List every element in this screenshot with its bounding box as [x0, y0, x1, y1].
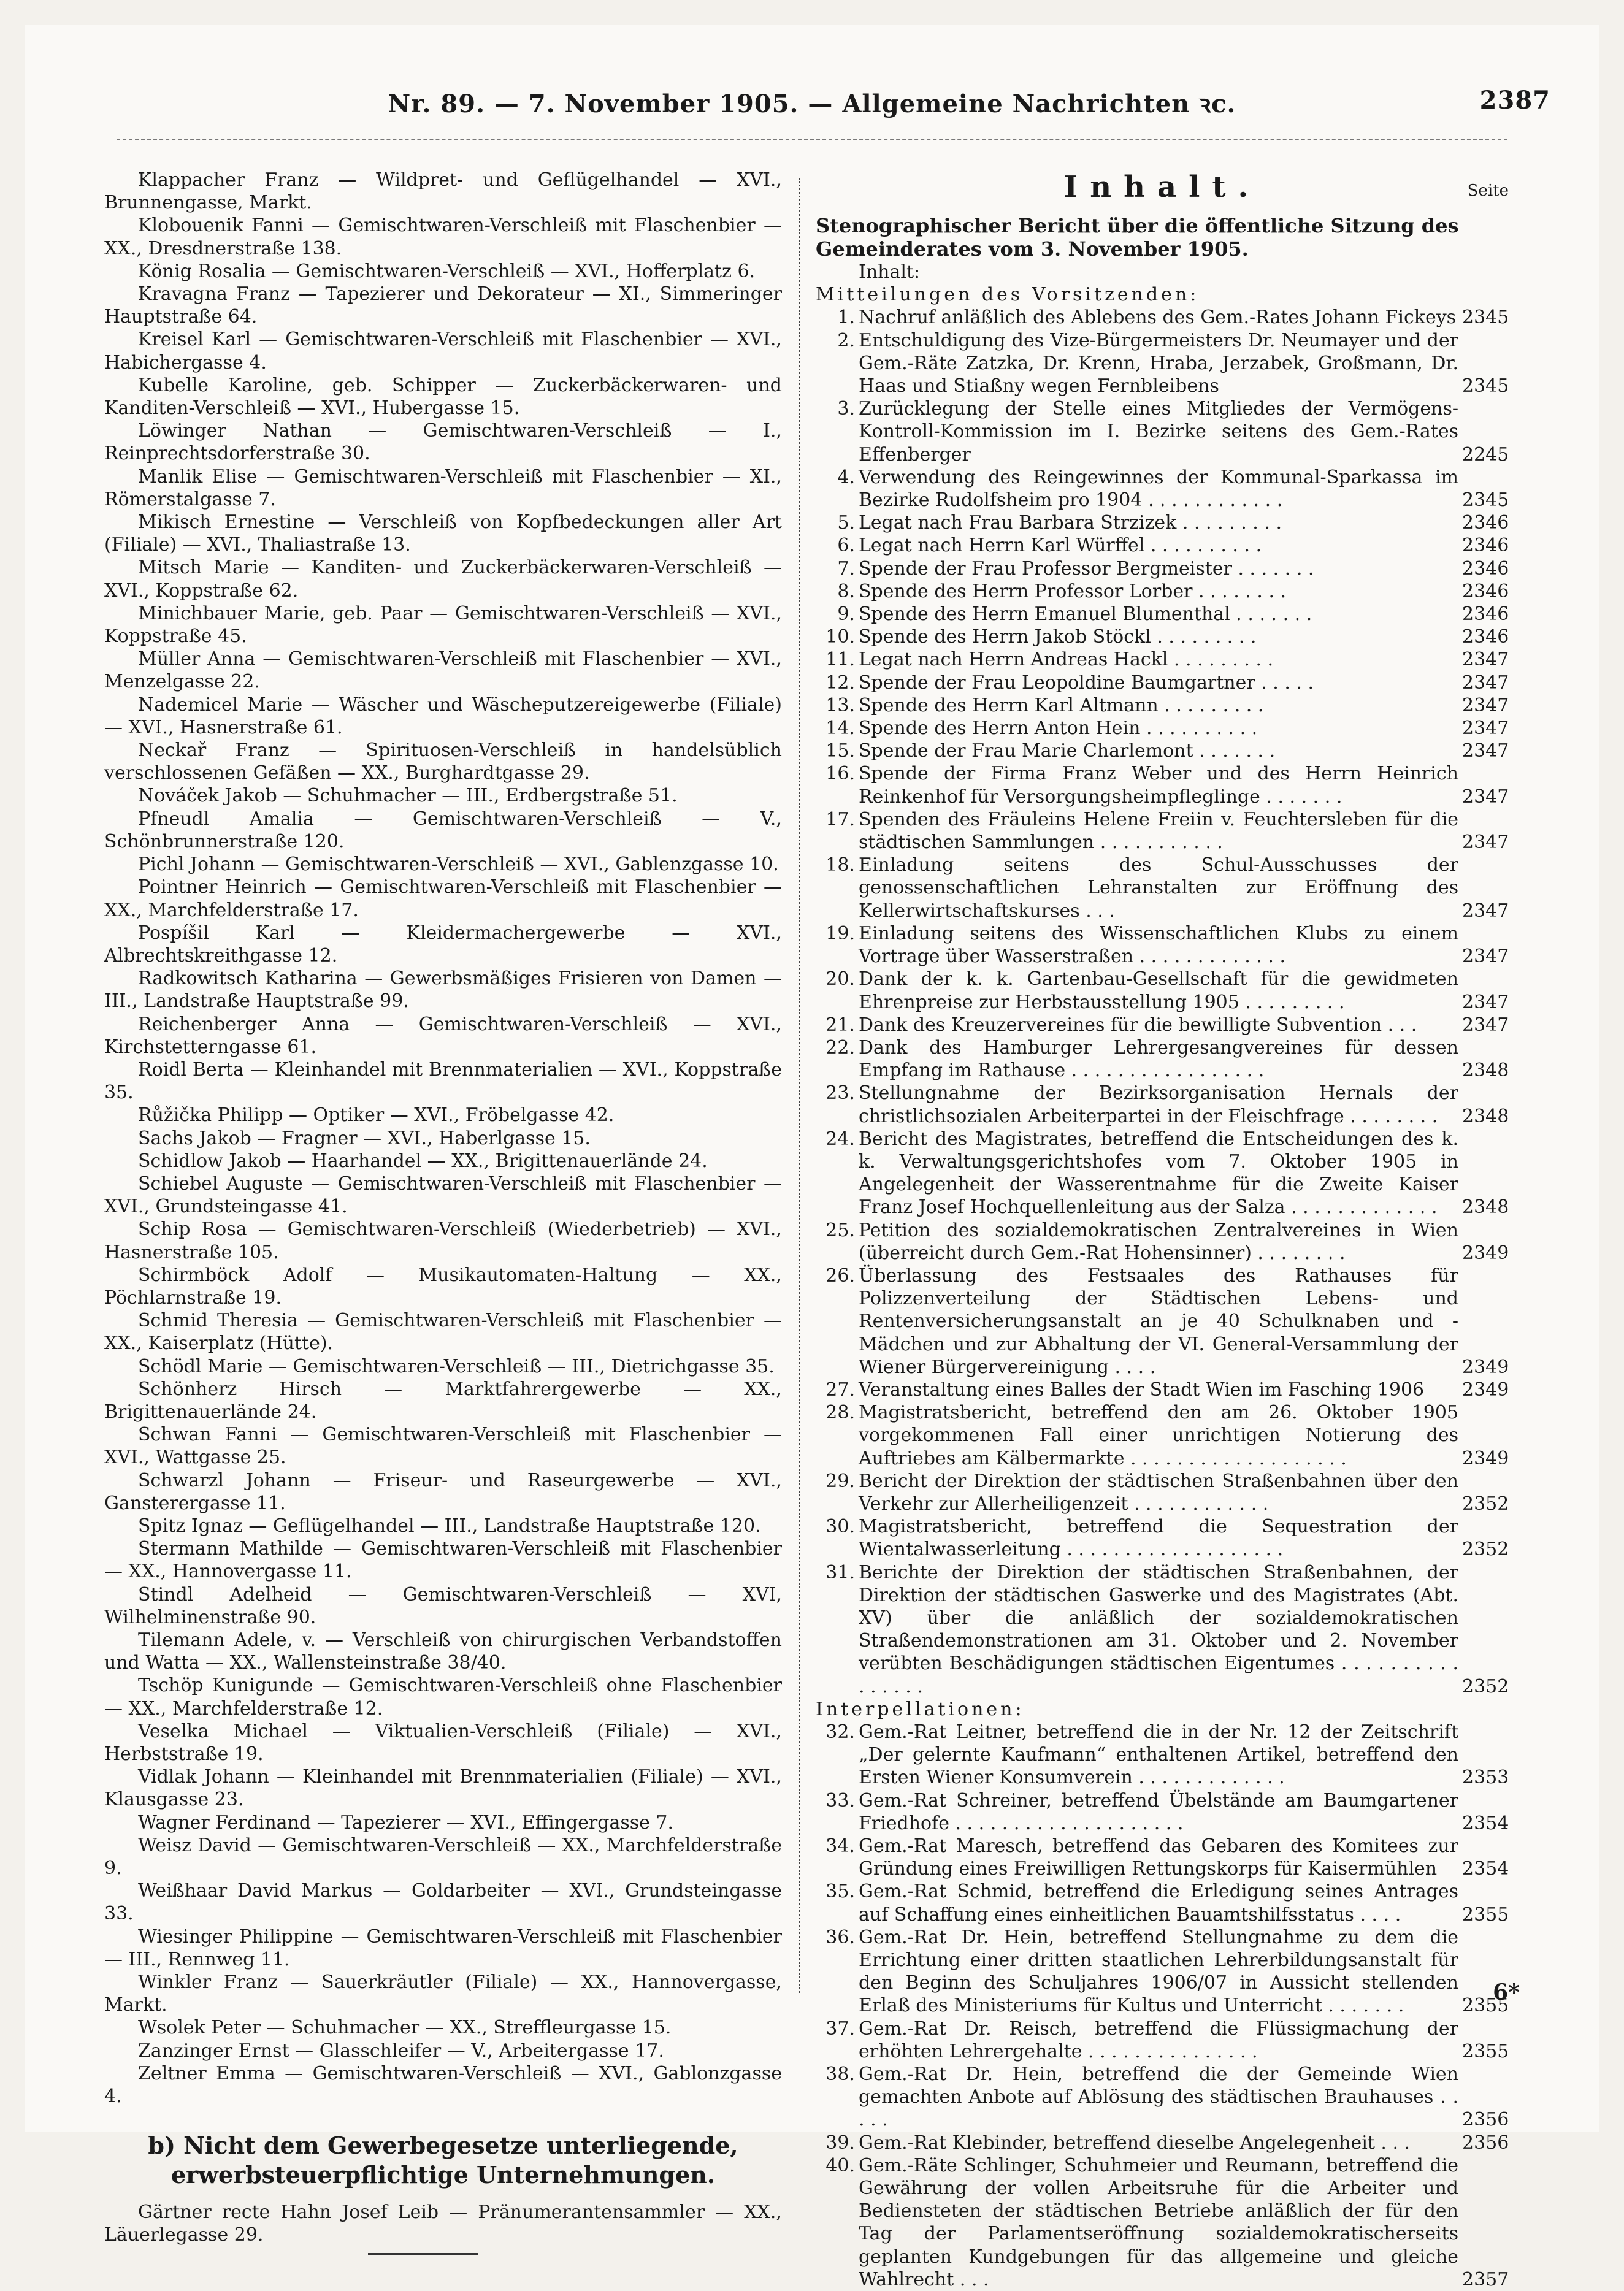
business-entry: Weisz David — Gemischtwaren-Verschleiß — XX., Marchfelderstraße 9.	[104, 1834, 782, 1880]
section-interpellations: Interpellationen:	[816, 1698, 1025, 1720]
page-header	[74, 86, 1550, 129]
business-entry: Pointner Heinrich — Gemischtwaren-Verschleiß mit Flaschenbier — XX., Marchfelderstraße 17.	[104, 876, 782, 921]
toc-item-text: Zurücklegung der Stelle eines Mitgliedes der Vermögens-Kontroll-Kommission im I. Bezirke seitens des Gem.-Rates Effenberger	[859, 398, 1458, 465]
toc-item-page: 2347	[1462, 991, 1509, 1013]
toc-item	[816, 717, 1509, 740]
toc-item	[816, 968, 1509, 1013]
business-entry: Löwinger Nathan — Gemischtwaren-Verschleiß — I., Reinprechtsdorferstraße 30.	[104, 420, 782, 465]
toc-item-page: 2346	[1462, 603, 1509, 625]
toc-item-number: 5.	[837, 512, 855, 534]
business-entry: Veselka Michael — Viktualien-Verschleiß (Filiale) — XVI., Herbststraße 19.	[104, 1720, 782, 1765]
page-column-label: Seite	[1467, 182, 1509, 200]
non-business-list	[104, 2201, 782, 2246]
toc-item-number: 9.	[837, 603, 855, 625]
toc-item-page: 2347	[1462, 671, 1509, 694]
toc-item-text: Gem.-Rat Leitner, betreffend die in der Nr. 12 der Zeitschrift „Der gelernte Kaufmann“ enthaltenen Artikel, betreffend den Ersten Wiener Konsumverein . . . . . . . . . . . . .	[859, 1721, 1458, 1789]
toc-item-page: 2349	[1462, 1447, 1509, 1469]
toc-item-page: 2352	[1462, 1675, 1509, 1697]
toc-item-page: 2347	[1462, 694, 1509, 716]
toc-item	[816, 922, 1509, 968]
business-entry: Mitsch Marie — Kanditen- und Zuckerbäckerwaren-Verschleiß — XVI., Koppstraße 62.	[104, 557, 782, 602]
business-entry: Schwarzl Johann — Friseur- und Raseurgewerbe — XVI., Gansterergasse 11.	[104, 1469, 782, 1514]
business-entry: Zanzinger Ernst — Glasschleifer — V., Arbeitergasse 17.	[138, 2040, 664, 2062]
business-entry: Kravagna Franz — Tapezierer und Dekorateur — XI., Simmeringer Hauptstraße 64.	[104, 283, 782, 328]
toc-item-text: Spende des Herrn Karl Altmann . . . . . . . . .	[859, 694, 1264, 716]
toc-item	[816, 1880, 1509, 1926]
toc-item-number: 34.	[825, 1835, 855, 1857]
toc-item-page: 2347	[1462, 832, 1509, 854]
toc-item	[816, 2018, 1509, 2063]
toc-item	[816, 1379, 1509, 1401]
toc-item-page: 2347	[1462, 900, 1509, 922]
toc-item-number: 14.	[825, 717, 855, 740]
toc-item-text: Gem.-Rat Schreiner, betreffend Übelstände am Baumgartener Friedhofe . . . . . . . . . . . . . . . . . . . .	[859, 1789, 1458, 1834]
business-entry: Sachs Jakob — Fragner — XVI., Haberlgasse 15.	[138, 1127, 591, 1149]
business-entry: Radkowitsch Katharina — Gewerbsmäßiges Frisieren von Damen — III., Landstraße Hauptstraße 99.	[104, 968, 782, 1012]
business-entry: Winkler Franz — Sauerkräutler (Filiale) — XX., Hannovergasse, Markt.	[104, 1972, 782, 2016]
toc-item-text: Verwendung des Reingewinnes der Kommunal-Sparkassa im Bezirke Rudolfsheim pro 1904 . . . . . . . . . . . .	[859, 466, 1458, 511]
business-entry: Minichbauer Marie, geb. Paar — Gemischtwaren-Verschleiß — XVI., Koppstraße 45.	[104, 602, 782, 648]
toc-item-number: 16.	[825, 763, 855, 785]
header-rule	[117, 139, 1507, 146]
toc-item-text: Bericht des Magistrates, betreffend die Entscheidungen des k. k. Verwaltungsgerichtshofes vom 7. Oktober 1905 in Angelegenheit der Wasserentnahme für die Zweite Kaiser Franz Josef Hochquellenleitung aus der Salza . . . . . . . . . . . . .	[859, 1128, 1458, 1218]
business-entry: Schmid Theresia — Gemischtwaren-Verschleiß mit Flaschenbier — XX., Kaiserplatz (Hütte).	[104, 1310, 782, 1355]
toc-item	[816, 648, 1509, 671]
toc-item-number: 25.	[825, 1219, 855, 1241]
toc-item-number: 38.	[825, 2063, 855, 2086]
toc-item	[816, 1561, 1509, 1698]
left-column	[104, 169, 782, 2255]
toc-item-number: 33.	[825, 1789, 855, 1811]
business-entry: Wagner Ferdinand — Tapezierer — XVI., Effingergasse 7.	[138, 1811, 674, 1834]
toc-item	[816, 2063, 1509, 2132]
toc-item	[816, 603, 1509, 625]
toc-item-page: 2347	[1462, 717, 1509, 740]
business-entry: Wsolek Peter — Schuhmacher — XX., Streffleurgasse 15.	[138, 2017, 672, 2039]
toc-item	[816, 511, 1509, 534]
toc-item	[816, 1128, 1509, 1219]
business-entry: Manlik Elise — Gemischtwaren-Verschleiß mit Flaschenbier — XI., Römerstalgasse 7.	[104, 465, 782, 510]
business-entry: Tschöp Kunigunde — Gemischtwaren-Verschleiß ohne Flaschenbier — XX., Marchfelderstraße 12.	[104, 1675, 782, 1719]
toc-item-page: 2355	[1462, 1995, 1509, 2017]
business-entry: Müller Anna — Gemischtwaren-Verschleiß mit Flaschenbier — XVI., Menzelgasse 22.	[104, 648, 782, 693]
contents-title-text: Inhalt.	[1063, 170, 1261, 204]
business-entry: Nademicel Marie — Wäscher und Wäscheputzereigewerbe (Filiale) — XVI., Hasnerstraße 61.	[104, 694, 782, 738]
toc-item	[816, 1789, 1509, 1835]
toc-item	[816, 694, 1509, 717]
toc-item	[816, 1515, 1509, 1561]
toc-item-text: Veranstaltung eines Balles der Stadt Wien im Fasching 1906	[859, 1379, 1425, 1401]
toc-item-text: Dank der k. k. Gartenbau-Gesellschaft für die gewidmeten Ehrenpreise zur Herbstausstellung 1905 . . . . . . . . .	[859, 968, 1458, 1013]
business-entry: Nováček Jakob — Schuhmacher — III., Erdbergstraße 51.	[138, 785, 678, 807]
toc-item-number: 24.	[825, 1128, 855, 1150]
toc-item-number: 30.	[825, 1516, 855, 1538]
toc-item	[816, 625, 1509, 648]
toc-item-page: 2348	[1462, 1196, 1509, 1218]
toc-item-page: 2349	[1462, 1242, 1509, 1264]
toc-item-number: 10.	[825, 626, 855, 648]
toc-interpellations	[816, 1721, 1509, 2291]
toc-item-page: 2347	[1462, 946, 1509, 968]
column-divider	[799, 178, 800, 1993]
toc-item-page: 2347	[1462, 1014, 1509, 1036]
toc-item-text: Petition des sozialdemokratischen Zentralvereines in Wien (überreicht durch Gem.-Rat Hohensinner) . . . . . . . .	[859, 1219, 1458, 1264]
section-announcements: Mitteilungen des Vorsitzenden:	[816, 284, 1200, 306]
toc-item-page: 2346	[1462, 512, 1509, 534]
toc-item	[816, 808, 1509, 854]
toc-item-page: 2347	[1462, 740, 1509, 762]
toc-item	[816, 1264, 1509, 1379]
toc-item-page: 2345	[1462, 489, 1509, 511]
toc-item-text: Legat nach Herrn Andreas Hackl . . . . . . . . .	[859, 649, 1274, 671]
business-entry: Klobouenik Fanni — Gemischtwaren-Verschleiß mit Flaschenbier — XX., Dresdnerstraße 138.	[104, 215, 782, 259]
business-entry: Stermann Mathilde — Gemischtwaren-Verschleiß mit Flaschenbier — XX., Hannovergasse 11.	[104, 1538, 782, 1583]
business-entry: Růžička Philipp — Optiker — XVI., Fröbelgasse 42.	[138, 1104, 615, 1126]
toc-item-text: Legat nach Herrn Karl Würffel . . . . . . . . . .	[859, 535, 1262, 557]
toc-item-text: Dank des Kreuzervereines für die bewilligte Subvention . . .	[859, 1014, 1417, 1036]
non-business-entry: Gärtner recte Hahn Josef Leib — Pränumerantensammler — XX., Läuerlegasse 29.	[104, 2201, 782, 2246]
toc-item-number: 15.	[825, 740, 855, 762]
toc-item-number: 6.	[837, 535, 855, 557]
toc-item-text: Spende der Frau Marie Charlemont . . . . . . .	[859, 740, 1276, 762]
toc-item-number: 8.	[837, 580, 855, 602]
toc-item-text: Spende des Herrn Anton Hein . . . . . . . . . .	[859, 717, 1258, 740]
toc-item-page: 2345	[1462, 307, 1509, 329]
toc-item-text: Legat nach Frau Barbara Strzizek . . . . . . . . .	[859, 512, 1282, 534]
toc-item-text: Magistratsbericht, betreffend die Sequestration der Wientalwasserleitung . . . . . . . . . . . . . . . . . . .	[859, 1516, 1458, 1561]
business-entry: Schödl Marie — Gemischtwaren-Verschleiß — III., Dietrichgasse 35.	[138, 1355, 775, 1377]
toc-item-number: 19.	[825, 922, 855, 944]
toc-item-number: 4.	[837, 466, 855, 488]
toc-item-number: 22.	[825, 1036, 855, 1058]
business-entry: Kreisel Karl — Gemischtwaren-Verschleiß mit Flaschenbier — XVI., Habichergasse 4.	[104, 329, 782, 373]
business-entry: Schirmböck Adolf — Musikautomaten-Haltung — XX., Pöchlarnstraße 19.	[104, 1264, 782, 1309]
toc-item	[816, 1082, 1509, 1127]
business-entry: Vidlak Johann — Kleinhandel mit Brennmaterialien (Filiale) — XVI., Klausgasse 23.	[104, 1766, 782, 1811]
toc-item-text: Gem.-Rat Dr. Reisch, betreffend die Flüssigmachung der erhöhten Lehrergehalte . . . . . . . . . . . . . . .	[859, 2018, 1458, 2062]
toc-item-page: 2354	[1462, 1858, 1509, 1880]
toc-item-number: 28.	[825, 1402, 855, 1424]
business-entry: Stindl Adelheid — Gemischtwaren-Verschleiß — XVI, Wilhelminenstraße 90.	[104, 1583, 782, 1628]
business-list	[104, 169, 782, 2108]
report-title: Stenographischer Bericht über die öffentliche Sitzung des Gemeinderates vom 3. November 1905.	[816, 214, 1459, 261]
toc-item-text: Spende der Firma Franz Weber und des Herrn Heinrich Reinkenhof für Versorgungsheimpfleglinge . . . . . . .	[859, 763, 1458, 808]
toc-item-text: Berichte der Direktion der städtischen Straßenbahnen, der Direktion der städtischen Gaswerke und des Magistrates (Abt. XV) über die anläßlich der sozialdemokratischen Straßendemonstrationen am 31. Oktober und 2. November verübten Beschädigungen städtischen Eigentumes . . . . . . . . . . . . . . . .	[859, 1561, 1458, 1697]
toc-item-text: Gem.-Rat Dr. Hein, betreffend die der Gemeinde Wien gemachten Anbote auf Ablösung des städtischen Brauhauses . . . . .	[859, 2063, 1458, 2131]
toc-item-number: 36.	[825, 1926, 855, 1948]
page-number: 2387	[1479, 86, 1550, 115]
toc-item	[816, 1835, 1509, 1880]
section-b-heading: b) Nicht dem Gewerbegesetze unterliegende, erwerbsteuerpflichtige Unternehmungen.	[148, 2132, 738, 2189]
toc-item	[816, 2132, 1509, 2154]
toc-item	[816, 329, 1509, 398]
toc-item-number: 32.	[825, 1721, 855, 1743]
toc-item-page: 2356	[1462, 2132, 1509, 2154]
toc-item-page: 2355	[1462, 2040, 1509, 2062]
toc-item-page: 2352	[1462, 1539, 1509, 1561]
toc-item-page: 2349	[1462, 1379, 1509, 1401]
toc-item-number: 37.	[825, 2018, 855, 2040]
toc-item-text: Gem.-Rat Maresch, betreffend das Gebaren des Komitees zur Gründung eines Freiwilligen Rettungskorps für Kaisermühlen	[859, 1835, 1458, 1880]
toc-item-number: 27.	[825, 1379, 855, 1401]
business-entry: Schidlow Jakob — Haarhandel — XX., Brigittenauerlände 24.	[138, 1150, 708, 1172]
business-entry: König Rosalia — Gemischtwaren-Verschleiß — XVI., Hofferplatz 6.	[138, 260, 756, 282]
toc-item	[816, 306, 1509, 329]
business-entry: Schwan Fanni — Gemischtwaren-Verschleiß mit Flaschenbier — XVI., Wattgasse 25.	[104, 1424, 782, 1469]
business-entry: Zeltner Emma — Gemischtwaren-Verschleiß — XVI., Gablonzgasse 4.	[104, 2062, 782, 2108]
toc-item-page: 2345	[1462, 375, 1509, 397]
business-entry: Kubelle Karoline, geb. Schipper — Zuckerbäckerwaren- und Kanditen-Verschleiß — XVI., Hubergasse 15.	[104, 374, 782, 419]
business-entry: Klappacher Franz — Wildpret- und Geflügelhandel — XVI., Brunnengasse, Markt.	[104, 169, 782, 214]
toc-item-number: 11.	[825, 649, 855, 671]
toc-item-number: 21.	[825, 1014, 855, 1036]
toc-item-number: 2.	[837, 329, 855, 351]
business-entry: Wiesinger Philippine — Gemischtwaren-Verschleiß mit Flaschenbier — III., Rennweg 11.	[104, 1926, 782, 1970]
business-entry: Mikisch Ernestine — Verschleiß von Kopfbedeckungen aller Art (Filiale) — XVI., Thaliastraße 13.	[104, 511, 782, 556]
toc-item	[816, 1721, 1509, 1789]
toc-item	[816, 1401, 1509, 1470]
business-entry: Spitz Ignaz — Geflügelhandel — III., Landstraße Hauptstraße 120.	[138, 1515, 761, 1537]
toc-item-page: 2346	[1462, 535, 1509, 557]
toc-item-page: 2347	[1462, 786, 1509, 808]
toc-item-number: 7.	[837, 557, 855, 579]
business-entry: Schip Rosa — Gemischtwaren-Verschleiß (Wiederbetrieb) — XVI., Hasnerstraße 105.	[104, 1218, 782, 1263]
toc-item-number: 20.	[825, 968, 855, 990]
toc-item-number: 29.	[825, 1470, 855, 1492]
toc-item-number: 18.	[825, 854, 855, 876]
right-column	[816, 169, 1509, 2291]
end-rule	[368, 2253, 478, 2255]
toc-item	[816, 1014, 1509, 1036]
toc-item-page: 2347	[1462, 649, 1509, 671]
toc-item-text: Dank des Hamburger Lehrergesangvereines für dessen Empfang im Rathause . . . . . . . . . . . . . . . . .	[859, 1036, 1458, 1082]
toc-item-number: 13.	[825, 694, 855, 716]
business-entry: Weißhaar David Markus — Goldarbeiter — XVI., Grundsteingasse 33.	[104, 1880, 782, 1925]
toc-item-page: 2353	[1462, 1767, 1509, 1789]
toc-item-number: 23.	[825, 1082, 855, 1104]
toc-item-page: 2349	[1462, 1356, 1509, 1378]
toc-item-page: 2348	[1462, 1105, 1509, 1127]
toc-item	[816, 557, 1509, 580]
toc-item-text: Überlassung des Festsaales des Rathauses für Polizzenverteilung der Städtischen Lebens- und Rentenversicherungsanstalt an je 40 Schulknaben und -Mädchen und zur Abhaltung der VI. General-Versammlung der Wiener Bürgervereinigung . . . .	[859, 1264, 1458, 1378]
toc-item	[816, 762, 1509, 808]
toc-item-text: Entschuldigung des Vize-Bürgermeisters Dr. Neumayer und der Gem.-Räte Zatzka, Dr. Krenn, Hraba, Jerzabek, Großmann, Dr. Haas und Stiaßny wegen Fernbleibens	[859, 329, 1458, 397]
toc-item-number: 35.	[825, 1881, 855, 1903]
toc-item-text: Spende des Herrn Emanuel Blumenthal . . . . . . .	[859, 603, 1312, 625]
toc-item	[816, 580, 1509, 603]
toc-item-text: Spende der Frau Professor Bergmeister . . . . . . .	[859, 557, 1314, 579]
toc-item	[816, 466, 1509, 511]
business-entry: Pfneudl Amalia — Gemischtwaren-Verschleiß — V., Schönbrunnerstraße 120.	[104, 808, 782, 852]
business-entry: Pospíšil Karl — Kleidermachergewerbe — XVI., Albrechtskreithgasse 12.	[104, 922, 782, 966]
business-entry: Schönherz Hirsch — Marktfahrergewerbe — XX., Brigittenauerlände 24.	[104, 1378, 782, 1423]
toc-item-text: Einladung seitens des Wissenschaftlichen Klubs zu einem Vortrage über Wasserstraßen . . . . . . . . . . . . .	[859, 922, 1458, 968]
toc-item-text: Bericht der Direktion der städtischen Straßenbahnen über den Verkehr zur Allerheiligenzeit . . . . . . . . . . . .	[859, 1470, 1458, 1515]
toc-item-text: Spende des Herrn Jakob Stöckl . . . . . . . . .	[859, 626, 1257, 648]
toc-item-page: 2357	[1462, 2268, 1509, 2290]
toc-announcements	[816, 306, 1509, 1697]
toc-item	[816, 1219, 1509, 1264]
toc-item-number: 1.	[837, 307, 855, 329]
toc-item-text: Nachruf anläßlich des Ablebens des Gem.-Rates Johann Fickeys	[859, 307, 1457, 329]
business-entry: Pichl Johann — Gemischtwaren-Verschleiß — XVI., Gablenzgasse 10.	[138, 854, 779, 876]
toc-item-text: Gem.-Rat Schmid, betreffend die Erledigung seines Antrages auf Schaffung eines einheitlichen Bauamtshilfsstatus . . . .	[859, 1881, 1458, 1926]
contents-title	[816, 169, 1509, 205]
toc-item	[816, 1926, 1509, 2018]
toc-item-number: 40.	[825, 2154, 855, 2176]
contents-label: Inhalt:	[859, 261, 921, 283]
toc-item	[816, 671, 1509, 694]
toc-item	[816, 1470, 1509, 1515]
toc-item-page: 2245	[1462, 443, 1509, 465]
toc-item-number: 26.	[825, 1264, 855, 1287]
toc-item-page: 2354	[1462, 1812, 1509, 1834]
toc-item-page: 2355	[1462, 1903, 1509, 1926]
toc-item-number: 3.	[837, 398, 855, 420]
toc-item-text: Stellungnahme der Bezirksorganisation Hernals der christlichsozialen Arbeiterpartei in der Fleischfrage . . . . . . . .	[859, 1082, 1458, 1127]
toc-item-text: Einladung seitens des Schul-Ausschusses der genossenschaftlichen Lehranstalten zur Eröffnung des Kellerwirtschaftskurses . . .	[859, 854, 1458, 922]
header-title: Nr. 89. — 7. November 1905. — Allgemeine Nachrichten ꝛc.	[388, 90, 1236, 118]
business-entry: Schiebel Auguste — Gemischtwaren-Verschleiß mit Flaschenbier — XVI., Grundsteingasse 41.	[104, 1172, 782, 1218]
toc-item	[816, 397, 1509, 466]
toc-item-text: Spende der Frau Leopoldine Baumgartner . . . . .	[859, 671, 1314, 694]
toc-item-text: Magistratsbericht, betreffend den am 26. Oktober 1905 vorgekommenen Fall einer unrichtigen Notierung des Auftriebes am Kälbermarkte . . . . . . . . . . . . . . . . . . .	[859, 1402, 1458, 1469]
toc-item-page: 2356	[1462, 2109, 1509, 2131]
toc-item-number: 39.	[825, 2132, 855, 2154]
business-entry: Neckař Franz — Spirituosen-Verschleiß in handelsüblich verschlossenen Gefäßen — XX., Burghardtgasse 29.	[104, 740, 782, 784]
business-entry: Tilemann Adele, v. — Verschleiß von chirurgischen Verbandstoffen und Watta — XX., Wallensteinstraße 38/40.	[104, 1629, 782, 1674]
toc-item	[816, 854, 1509, 922]
business-entry: Roidl Berta — Kleinhandel mit Brennmaterialien — XVI., Koppstraße 35.	[104, 1058, 782, 1104]
toc-item-text: Spende des Herrn Professor Lorber . . . . . . . .	[859, 580, 1287, 602]
toc-item	[816, 1036, 1509, 1082]
toc-item-text: Gem.-Rat Klebinder, betreffend dieselbe Angelegenheit . . .	[859, 2132, 1411, 2154]
toc-item	[816, 740, 1509, 762]
sheet-signature: 6*	[1493, 1979, 1520, 2005]
toc-item-number: 12.	[825, 671, 855, 694]
toc-item-text: Gem.-Rat Dr. Hein, betreffend Stellungnahme zu dem die Errichtung einer dritten staatlichen Lehrerbildungsanstalt für den Beginn des Schuljahres 1906/07 in Aussicht stellenden Erlaß des Ministeriums für Kultus und Unterricht . . . . . . .	[859, 1926, 1458, 2017]
toc-item-page: 2348	[1462, 1060, 1509, 1082]
toc-item-page: 2346	[1462, 557, 1509, 579]
toc-item-text: Gem.-Räte Schlinger, Schuhmeier und Reumann, betreffend die Gewährung der vollen Arbeitsruhe für die Arbeiter und Bediensteten der städtischen Betriebe anläßlich der für den Tag der Parlamentseröffnung sozialdemokratischerseits geplanten Kundgebungen für das allgemeine und gleiche Wahlrecht . . .	[859, 2154, 1458, 2290]
business-entry: Reichenberger Anna — Gemischtwaren-Verschleiß — XVI., Kirchstetterngasse 61.	[104, 1013, 782, 1058]
toc-item-number: 31.	[825, 1561, 855, 1583]
toc-item-number: 17.	[825, 808, 855, 830]
toc-item-page: 2346	[1462, 626, 1509, 648]
toc-item	[816, 2154, 1509, 2291]
toc-item	[816, 534, 1509, 557]
toc-item-page: 2346	[1462, 580, 1509, 602]
toc-item-page: 2352	[1462, 1493, 1509, 1515]
toc-item-text: Spenden des Fräuleins Helene Freiin v. Feuchtersleben für die städtischen Sammlungen . . . . . . . . . . .	[859, 808, 1458, 854]
